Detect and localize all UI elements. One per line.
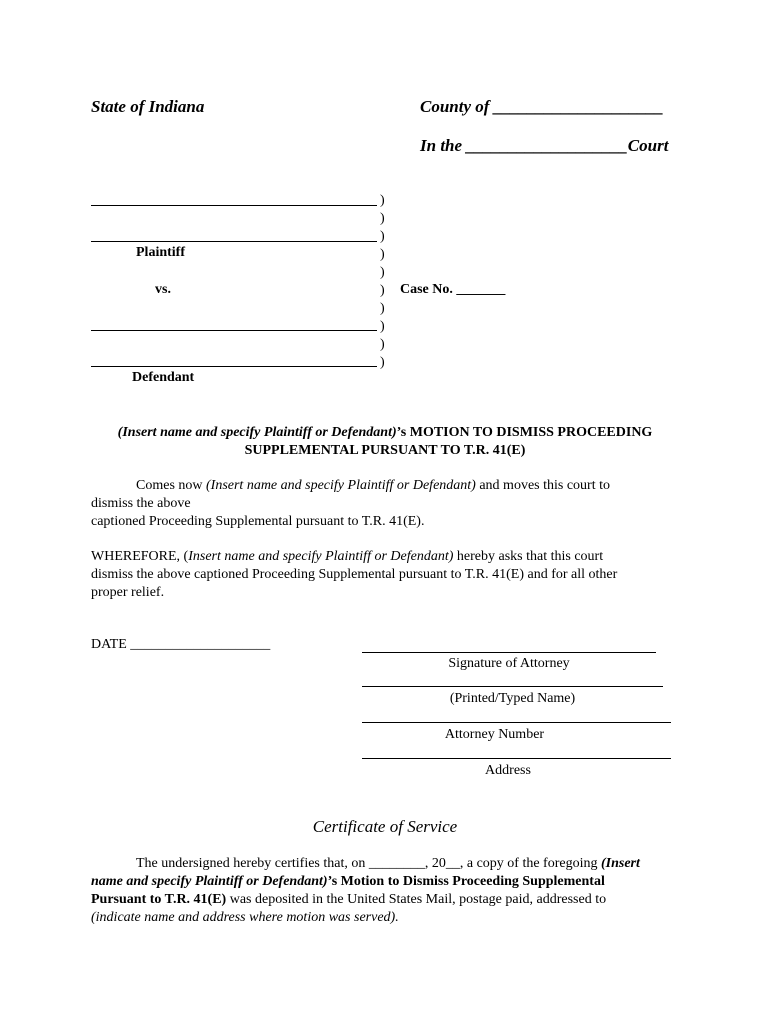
- p2-insert-name: Insert name and specify Plaintiff or Defendant): [188, 549, 454, 564]
- attorney-number-label: Attorney Number: [444, 727, 545, 742]
- wherefore-paragraph: [91, 548, 691, 602]
- state-heading: State of Indiana: [91, 97, 205, 116]
- defendant-label: Defendant: [132, 370, 195, 385]
- cert-insert: (Insert: [600, 856, 640, 871]
- certificate-title: Certificate of Service: [312, 817, 458, 836]
- caption-paren: ): [380, 337, 385, 352]
- p1-insert-name: (Insert name and specify Plaintiff or Defendant): [206, 478, 476, 493]
- plaintiff-line-2[interactable]: [91, 241, 377, 242]
- attorney-number-line[interactable]: [362, 722, 671, 723]
- cert-l3-rest: was deposited in the United States Mail, postage paid, addressed to: [226, 892, 607, 907]
- cert-l1-start: The undersigned hereby certifies that, on ________, 20__, a copy of the foregoing: [136, 856, 601, 871]
- plaintiff-label: Plaintiff: [136, 245, 185, 260]
- p2-end: hereby asks that this court: [453, 549, 604, 564]
- date-field[interactable]: DATE ____________________: [91, 637, 271, 652]
- cert-insert-name: name and specify Plaintiff or Defendant): [91, 874, 328, 889]
- p1-end: and moves this court to: [475, 478, 610, 493]
- case-number-label: Case No. _______: [400, 282, 506, 297]
- p1-line3: captioned Proceeding Supplemental pursuant to T.R. 41(E).: [91, 514, 425, 529]
- signature-line[interactable]: [362, 652, 656, 653]
- title-line1-rest: ’s MOTION TO DISMISS PROCEEDING: [396, 425, 653, 440]
- p2-start: WHEREFORE, (: [91, 549, 189, 564]
- defendant-line-2[interactable]: [91, 366, 377, 367]
- county-heading: County of ____________________: [420, 97, 664, 116]
- printed-name-label: (Printed/Typed Name): [449, 691, 576, 706]
- signature-label: Signature of Attorney: [448, 656, 570, 671]
- title-line2: SUPPLEMENTAL PURSUANT TO T.R. 41(E): [244, 443, 526, 458]
- printed-name-line[interactable]: [362, 686, 663, 687]
- certificate-paragraph: [91, 855, 691, 927]
- p1-line2: dismiss the above: [91, 496, 191, 511]
- address-label: Address: [485, 763, 531, 778]
- caption-paren: ): [380, 283, 385, 298]
- defendant-line-1[interactable]: [91, 330, 377, 331]
- caption-paren: ): [380, 229, 385, 244]
- caption-paren: ): [380, 193, 385, 208]
- plaintiff-line-1[interactable]: [91, 205, 377, 206]
- title-insert-name: (Insert name and specify Plaintiff or Defendant): [117, 425, 397, 440]
- motion-title: [85, 424, 685, 460]
- vs-label: vs.: [155, 282, 171, 297]
- p1-start: Comes now: [136, 478, 206, 493]
- p2-line3: proper relief.: [91, 585, 165, 600]
- caption-paren: ): [380, 319, 385, 334]
- caption-paren: ): [380, 265, 385, 280]
- caption-paren: ): [380, 211, 385, 226]
- cert-pursuant: Pursuant to T.R. 41(E): [91, 892, 227, 907]
- comes-now-paragraph: [91, 477, 691, 531]
- caption-paren: ): [380, 247, 385, 262]
- address-line[interactable]: [362, 758, 671, 759]
- caption-paren: ): [380, 355, 385, 370]
- cert-motion-name: ’s Motion to Dismiss Proceeding Supplemental: [327, 874, 605, 889]
- p2-line2: dismiss the above captioned Proceeding Supplemental pursuant to T.R. 41(E) and for all other: [91, 567, 618, 582]
- cert-indicate: (indicate name and address where motion was served).: [91, 910, 399, 925]
- caption-paren: ): [380, 301, 385, 316]
- court-heading: In the ___________________Court: [420, 136, 669, 155]
